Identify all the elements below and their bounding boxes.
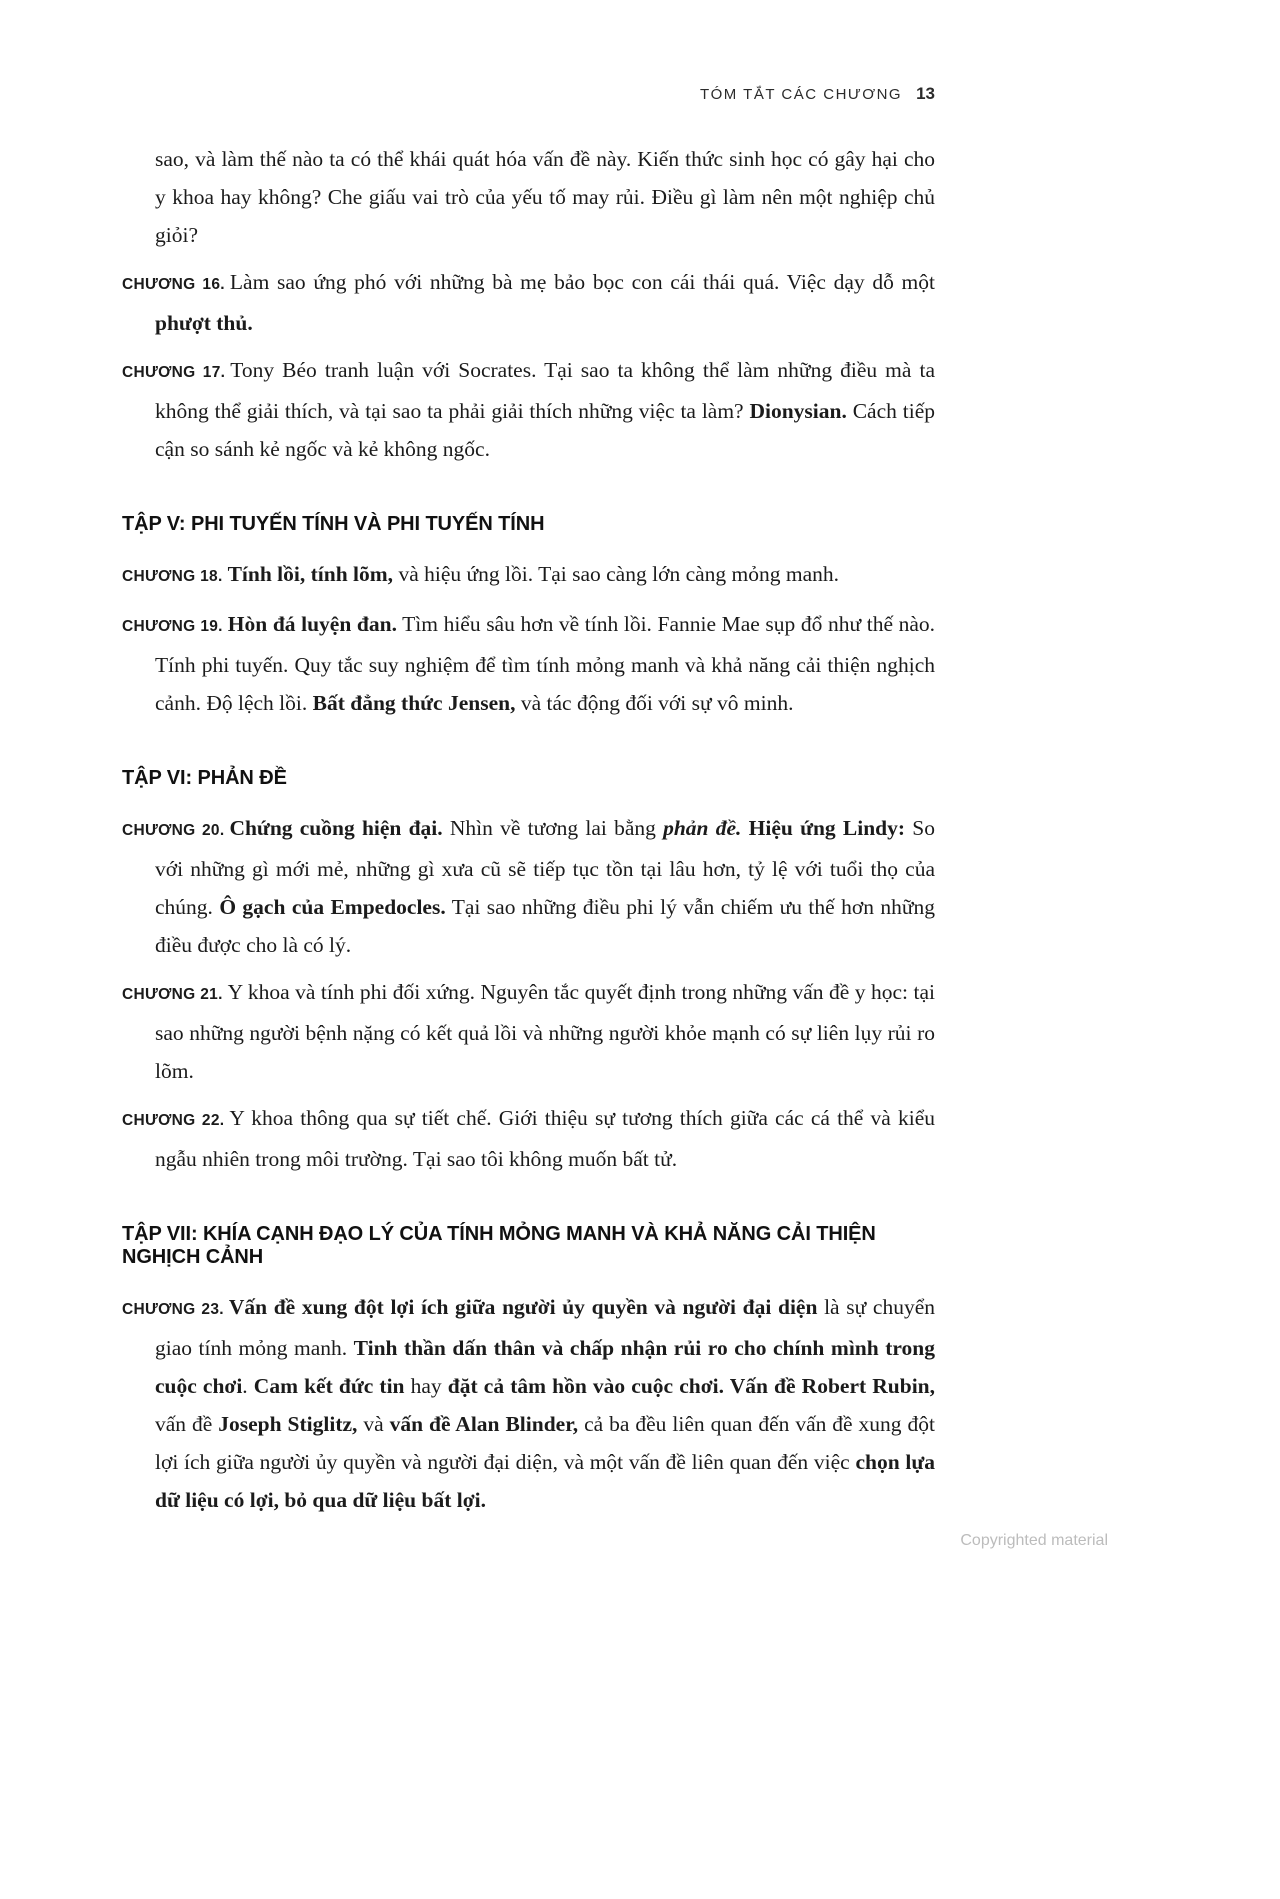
continuation-paragraph	[122, 140, 935, 254]
chapter-entry	[122, 605, 935, 722]
text-run: chọn lựa dữ liệu có lợi, bỏ qua dữ liệu bất lợi.	[155, 1450, 935, 1512]
chapter-label: CHƯƠNG 20.	[122, 822, 225, 839]
text-run: Chứng cuồng hiện đại.	[229, 816, 443, 840]
chapter-label: CHƯƠNG 21.	[122, 986, 223, 1003]
text-run: Bất đẳng thức Jensen,	[312, 691, 516, 715]
text-run: Cam kết đức tin	[253, 1374, 405, 1398]
chapter-label: CHƯƠNG 18.	[122, 568, 223, 585]
section-heading: TẬP V: PHI TUYẾN TÍNH VÀ PHI TUYẾN TÍNH	[122, 513, 545, 535]
text-run: vấn đề	[155, 1412, 219, 1436]
text-run: Joseph Stiglitz,	[218, 1412, 358, 1436]
running-head	[700, 84, 935, 104]
chapter-entry	[122, 1099, 935, 1178]
text-run: Hòn đá luyện đan.	[227, 612, 397, 636]
text-run: và tác động đối với sự vô minh.	[515, 691, 794, 715]
text-run: Ô gạch của Empedocles.	[219, 895, 446, 919]
section-heading: TẬP VI: PHẢN ĐỀ	[122, 767, 287, 789]
text-run: vấn đề Alan Blinder,	[389, 1412, 579, 1436]
chapter-entry	[122, 973, 935, 1090]
chapter-entry	[122, 809, 935, 964]
text-run: Tại sao những điều phi lý vẫn chiếm ưu thế hơn những điều được cho là có lý.	[155, 895, 935, 957]
chapter-entry	[122, 263, 935, 342]
text-run: sao, và làm thế nào ta có thể khái quát hóa vấn đề này. Kiến thức sinh học có gây hại cho y khoa hay không? Che giấu vai trò của yếu tố may rủi. Điều gì làm nên một nghiệp chủ giỏi?	[155, 147, 935, 247]
running-head-title: TÓM TẮT CÁC CHƯƠNG	[699, 86, 903, 103]
text-run: Tìm hiểu sâu hơn về tính lồi. Fannie Mae sụp đổ như thế nào. Tính phi tuyến. Quy tắc suy nghiệm để tìm tính mỏng manh và khả năng cải thiện nghịch cảnh. Độ lệch lồi.	[155, 612, 935, 715]
text-run: Vấn đề xung đột lợi ích giữa người ủy quyền và người đại diện	[228, 1295, 818, 1319]
chapter-entry	[122, 351, 935, 468]
text-run: Nhìn về tương lai bằng	[442, 816, 664, 840]
text-run: So với những gì mới mẻ, những gì xưa cũ sẽ tiếp tục tồn tại lâu hơn, tỷ lệ với tuổi thọ của chúng.	[155, 816, 935, 919]
chapter-label: CHƯƠNG 23.	[122, 1301, 224, 1318]
text-run: là sự chuyển giao tính mỏng manh.	[155, 1295, 935, 1360]
text-run: Tony Béo tranh luận với Socrates. Tại sao ta không thể làm những điều mà ta không thể giải thích, và tại sao ta phải giải thích những việc ta làm?	[155, 358, 936, 423]
text-run: Hiệu ứng Lindy:	[748, 816, 906, 840]
text-run: cả ba đều liên quan đến vấn đề xung đột lợi ích giữa người ủy quyền và người đại diện, và một vấn đề liên quan đến việc	[155, 1412, 935, 1474]
text-run: Dionysian.	[749, 399, 847, 423]
text-run: Y khoa thông qua sự tiết chế. Giới thiệu sự tương thích giữa các cá thể và kiểu ngẫu nhiên trong môi trường. Tại sao tôi không muốn bất tử.	[155, 1106, 935, 1171]
section-heading: TẬP VII: KHÍA CẠNH ĐẠO LÝ CỦA TÍNH MỎNG MANH VÀ KHẢ NĂNG CẢI THIỆN NGHỊCH CẢNH	[122, 1223, 876, 1268]
text-run	[741, 816, 748, 840]
text-run: và hiệu ứng lồi. Tại sao càng lớn càng mỏng manh.	[393, 562, 840, 586]
chapter-label: CHƯƠNG 22.	[122, 1112, 225, 1129]
text-run: đặt cả tâm hồn vào cuộc chơi. Vấn đề Robert Rubin,	[447, 1374, 936, 1398]
copyright-notice: Copyrighted material	[960, 1532, 1108, 1549]
page-number: 13	[916, 84, 935, 103]
text-run: và	[357, 1412, 390, 1436]
chapter-entry	[122, 1288, 935, 1519]
chapter-entry	[122, 555, 935, 596]
text-run: Y khoa và tính phi đối xứng. Nguyên tắc quyết định trong những vấn đề y học: tại sao những người bệnh nặng có kết quả lồi và những người khỏe mạnh có sự liên lụy rủi ro lõm.	[155, 980, 935, 1083]
chapter-label: CHƯƠNG 17.	[122, 364, 226, 381]
text-run: phản đề.	[663, 816, 742, 840]
text-run: Cách tiếp cận so sánh kẻ ngốc và kẻ không ngốc.	[155, 399, 935, 461]
text-run: phượt thủ.	[155, 311, 253, 335]
text-run: hay	[404, 1374, 448, 1398]
text-run: Tinh thần dấn thân và chấp nhận rủi ro cho chính mình trong cuộc chơi	[155, 1336, 935, 1398]
text-run: Tính lồi, tính lõm,	[227, 562, 394, 586]
chapter-label: CHƯƠNG 16.	[122, 276, 225, 293]
text-run: .	[242, 1374, 254, 1398]
chapter-summaries	[122, 140, 935, 1519]
chapter-label: CHƯƠNG 19.	[122, 618, 223, 635]
text-run: Làm sao ứng phó với những bà mẹ bảo bọc con cái thái quá. Việc dạy dỗ một	[229, 270, 935, 294]
